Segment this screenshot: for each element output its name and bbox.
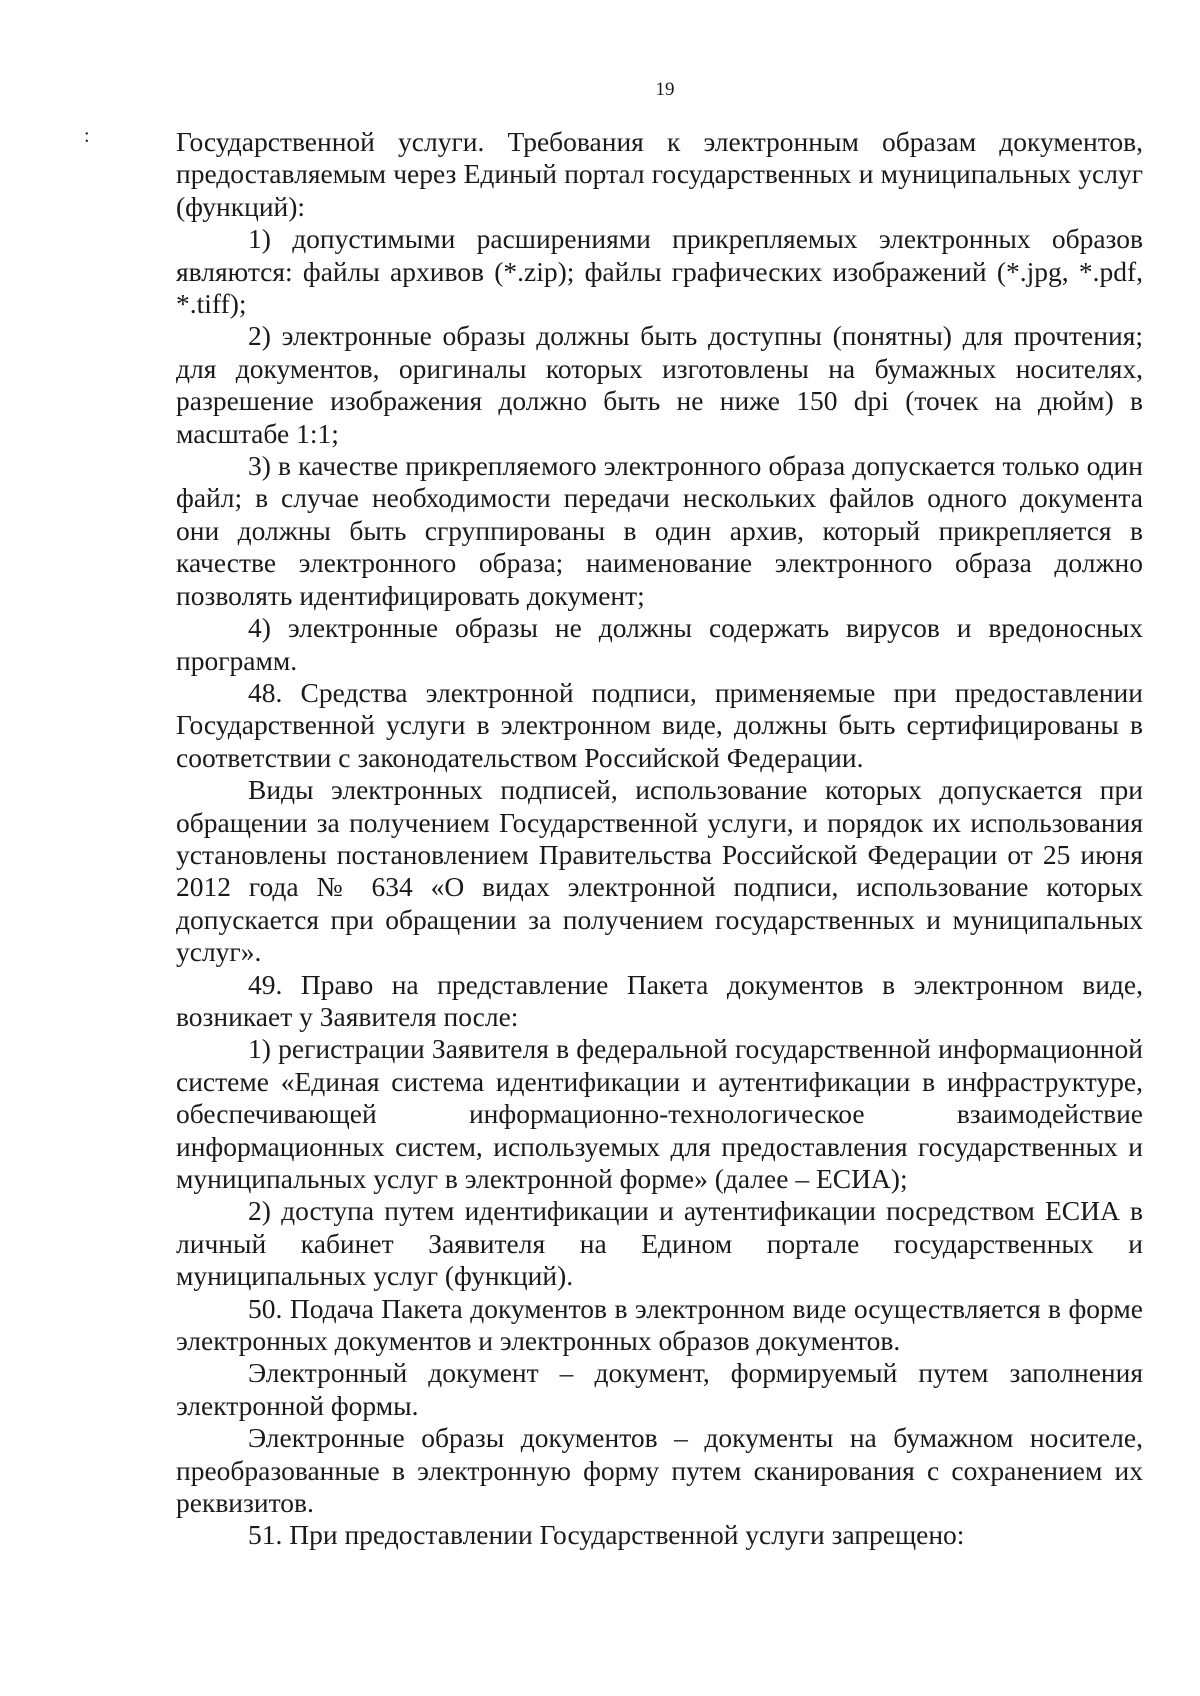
document-body	[176, 126, 1143, 1552]
page-number: 19	[655, 79, 675, 100]
paragraph-item-3-single-file: 3) в качестве прикрепляемого электронного образа допускается только один файл; в случае необходимости передачи нескольких файлов одного документа они должны быть сгруппированы в один архив, который прикрепляется в качестве электронного образа; наименование электронного образа должно позволять идентифицировать документ;	[176, 450, 1143, 611]
paragraph-48: 48. Средства электронной подписи, применяемые при предоставлении Государственной услуги в электронном виде, должны быть сертифицированы в соответствии с законодательством Российской Федерации.	[176, 676, 1143, 773]
paragraph-item-4-viruses: 4) электронные образы не должны содержать вирусов и вредоносных программ.	[176, 612, 1143, 676]
paragraph-item-2-readability: 2) электронные образы должны быть доступны (понятны) для прочтения; для документов, оригиналы которых изготовлены на бумажных носителях, разрешение изображения должно быть не ниже 150 dpi (точек на дюйм) в масштабе 1:1;	[176, 320, 1143, 449]
paragraph-item-1-extensions: 1) допустимыми расширениями прикрепляемых электронных образов являются: файлы архивов (*.zip); файлы графических изображений (*.jpg, *.pdf, *.tiff);	[176, 223, 1143, 320]
margin-mark: :	[84, 125, 90, 147]
paragraph-50: 50. Подача Пакета документов в электронном виде осуществляется в форме электронных документов и электронных образов документов.	[176, 1292, 1143, 1357]
paragraph-signature-types: Виды электронных подписей, использование которых допускается при обращении за получением Государственной услуги, и порядок их использования установлены постановлением Правительства Российской Федерации от 25 июня 2012 года № 634 «О видах электронной подписи, использование которых допускается при обращении за получением государственных и муниципальных услуг».	[176, 774, 1143, 968]
paragraph-continuation: Государственной услуги. Требования к электронным образам документов, предоставляемым через Единый портал государственных и муниципальных услуг (функций):	[176, 126, 1143, 222]
paragraph-49: 49. Право на представление Пакета документов в электронном виде, возникает у Заявителя после:	[176, 968, 1143, 1032]
paragraph-49-item-1: 1) регистрации Заявителя в федеральной государственной информационной системе «Единая система идентификации и аутентификации в инфраструктуре, обеспечивающей информационно-технологическое взаимодействие информационных систем, используемых для предоставления государственных и муниципальных услуг в электронной форме» (далее – ЕСИА);	[176, 1033, 1143, 1194]
paragraph-49-item-2: 2) доступа путем идентификации и аутентификации посредством ЕСИА в личный кабинет Заявителя на Едином портале государственных и муниципальных услуг (функций).	[176, 1195, 1143, 1292]
paragraph-51: 51. При предоставлении Государственной услуги запрещено:	[248, 1519, 965, 1551]
paragraph-electronic-document-definition: Электронный документ – документ, формируемый путем заполнения электронной формы.	[176, 1357, 1143, 1421]
paragraph-electronic-images-definition: Электронные образы документов – документы на бумажном носителе, преобразованные в электронную форму путем сканирования с сохранением их реквизитов.	[176, 1422, 1143, 1519]
